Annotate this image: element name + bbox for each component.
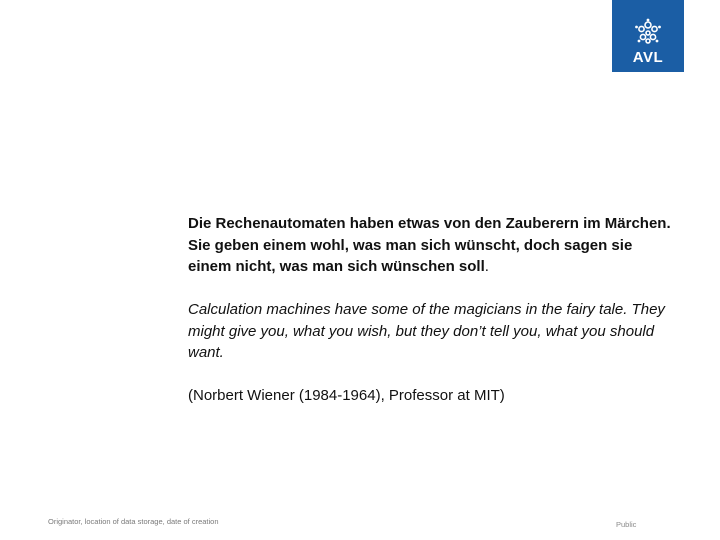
avl-logo — [612, 0, 684, 72]
logo-text: AVL — [632, 49, 664, 66]
german-quote-line-2-text: Sie geben einem wohl, was man sich wünscht, doch sagen sie einem nicht, was man sich wünschen soll — [188, 236, 633, 275]
german-quote-line-1: Die Rechenautomaten haben etwas von den Zauberern im Märchen. — [188, 215, 671, 232]
quote-attribution: (Norbert Wiener (1984-1964), Professor at MIT) — [188, 387, 505, 404]
footer-classification: Public — [616, 520, 637, 529]
footer-originator: Originator, location of data storage, date of creation — [48, 517, 219, 526]
german-quote-line-2 — [188, 235, 678, 278]
german-quote-line-2-end: . — [484, 258, 489, 275]
english-quote: Calculation machines have some of the magicians in the fairy tale. They might give you, what you wish, but they don’t tell you, what you should want. — [188, 301, 665, 361]
quote-block — [188, 213, 678, 407]
